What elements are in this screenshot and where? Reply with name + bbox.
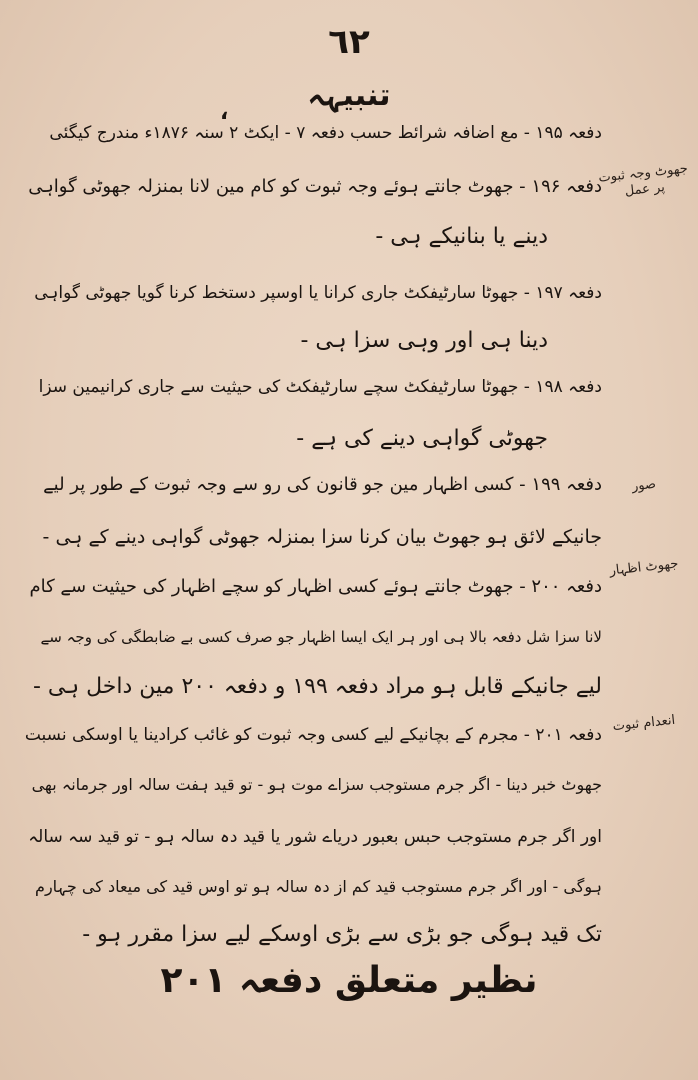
section-196-line-2: دینے یا بنانیکے ہی - [375,224,548,249]
section-201-line-4: ہوگی - اور اگر جرم مستوجب قید کم از دہ سالہ ہو تو اوس قید کی میعاد کی چہارم [35,877,602,896]
margin-note-196: جھوٹ وجہ ثبوت پر عمل [597,161,689,200]
section-201-line-5: تک قید ہوگی جو بڑی سے بڑی اوسکے لیے سزا مقرر ہو - [82,922,602,947]
section-195-line-1: دفعہ ۱۹۵ - مع اضافہ شرائط حسب دفعہ ۷ - ایکٹ ۲ سنہ ۱۸۷۶ء مندرج کیگئی [49,123,602,143]
section-201-line-2: جھوٹ خبر دینا - اگر جرم مستوجب سزاے موت ہو - تو قید ہفت سالہ اور جرمانہ بھی [31,775,602,794]
section-198-line-1: دفعہ ۱۹۸ - جھوٹا سارٹیفکٹ سچے سارٹیفکٹ کی حیثیت سے جاری کرانیمین سزا [38,377,602,397]
ink-mark: ، [220,100,229,125]
section-200-line-3: لیے جانیکے قابل ہو مراد دفعہ ۱۹۹ و دفعہ ۲۰۰ مین داخل ہی - [32,674,602,699]
section-197-line-1: دفعہ ۱۹۷ - جھوٹا سارٹیفکٹ جاری کرانا یا اوسپر دستخط کرنا گویا جھوٹی گواہی [34,283,602,303]
margin-note-199: صور [631,476,657,495]
margin-note-200: جھوٹ اظہار [608,556,680,579]
section-201-line-1: دفعہ ۲۰۱ - مجرم کے بچانیکے لیے کسی وجہ ثبوت کو غائب کرادینا یا اوسکی نسبت [24,725,602,745]
footer-reference: نظیر متعلق دفعہ ۲۰۱ [160,960,538,1001]
section-196-line-1: دفعہ ۱۹۶ - جھوٹ جانتے ہوئے وجہ ثبوت کو کام مین لانا بمنزلہ جھوٹی گواہی [28,176,602,197]
section-199-line-2: جانیکے لائق ہو جھوٹ بیان کرنا سزا بمنزلہ جھوٹی گواہی دینے کے ہی - [42,526,602,548]
section-200-line-1: دفعہ ۲۰۰ - جھوٹ جانتے ہوئے کسی اظہار کو سچے اظہار کی حیثیت سے کام [29,576,602,597]
section-197-line-2: دینا ہی اور وہی سزا ہی - [300,328,548,353]
page-number: ٦٢ [328,22,370,62]
margin-note-201: انعدام ثبوت [612,712,676,735]
section-198-line-2: جھوٹی گواہی دینے کی ہے - [296,426,548,451]
section-200-line-2: لانا سزا شل دفعہ بالا ہی اور ہر ایک ایسا اظہار جو صرف کسی بے ضابطگی کی وجہ سے [40,628,602,646]
section-199-line-1: دفعہ ۱۹۹ - کسی اظہار مین جو قانون کی رو سے وجہ ثبوت کے طور پر لیے [43,474,602,495]
page-heading: تنبیہہ [307,78,391,113]
section-201-line-3: اور اگر جرم مستوجب حبس بعبور دریاے شور یا قید دہ سالہ ہو - تو قید سہ سالہ [28,827,602,847]
